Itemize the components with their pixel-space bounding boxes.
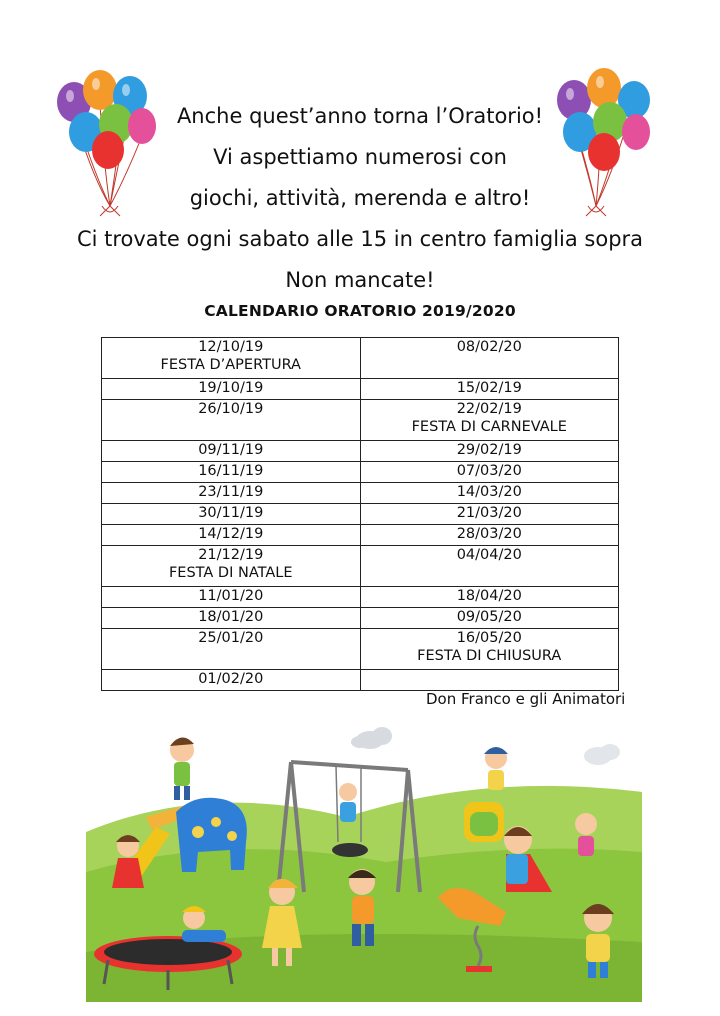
table-cell: [360, 338, 619, 379]
cell-date: 29/02/19: [456, 442, 522, 458]
intro-line-1: Anche quest’anno torna l’Oratorio!: [176, 104, 544, 128]
table-cell: [102, 525, 361, 546]
playground-illustration: [86, 722, 642, 1002]
intro-line-3: giochi, attività, merenda e altro!: [189, 186, 531, 210]
cell-date: 18/01/20: [198, 609, 264, 625]
cell-event-label: FESTA D’APERTURA: [160, 357, 301, 373]
cell-event-label: FESTA DI NATALE: [168, 565, 293, 581]
table-row: [102, 379, 619, 400]
table-cell: [360, 504, 619, 525]
cell-date: 16/11/19: [198, 463, 264, 479]
table-cell: [360, 379, 619, 400]
table-cell: [360, 462, 619, 483]
cell-date: 21/12/19: [198, 547, 264, 563]
table-cell: [360, 546, 619, 587]
signature: Don Franco e gli Animatori: [426, 690, 626, 708]
cloud-icon: [584, 744, 620, 765]
table-cell: [102, 483, 361, 504]
cell-date: 14/12/19: [198, 526, 264, 542]
calendar-table: [101, 337, 619, 691]
table-cell: [360, 587, 619, 608]
cloud-icon: [351, 727, 392, 749]
cell-date: 25/01/20: [198, 630, 264, 646]
table-cell: [102, 629, 361, 670]
table-cell: [360, 525, 619, 546]
cell-date: 11/01/20: [198, 588, 264, 604]
cell-date: 18/04/20: [456, 588, 522, 604]
intro-text: [0, 96, 720, 301]
kid-figure: [170, 737, 194, 800]
table-cell: [102, 587, 361, 608]
cell-date: 23/11/19: [198, 484, 264, 500]
cell-date: 30/11/19: [198, 505, 264, 521]
cell-date: 01/02/20: [198, 671, 264, 687]
table-row: [102, 483, 619, 504]
cell-date: 14/03/20: [456, 484, 522, 500]
intro-line-5: Non mancate!: [285, 268, 435, 292]
table-row: [102, 587, 619, 608]
cell-date: 12/10/19: [198, 339, 264, 355]
cell-date: 26/10/19: [198, 401, 264, 417]
table-row: [102, 629, 619, 670]
tube-slide: [464, 802, 504, 842]
cell-date: 04/04/20: [456, 547, 522, 563]
table-row: [102, 441, 619, 462]
cell-date: 08/02/20: [456, 339, 522, 355]
table-cell: [102, 462, 361, 483]
cell-date: 28/03/20: [456, 526, 522, 542]
cell-event-label: FESTA DI CHIUSURA: [417, 648, 562, 664]
table-row: [102, 504, 619, 525]
cell-date: 09/05/20: [456, 609, 522, 625]
table-cell: [102, 504, 361, 525]
intro-line-4: Ci trovate ogni sabato alle 15 in centro famiglia sopra: [76, 227, 644, 251]
table-cell: [360, 629, 619, 670]
kid-figure: [484, 747, 508, 790]
table-cell: [360, 483, 619, 504]
table-cell: [102, 670, 361, 691]
table-row: [102, 338, 619, 379]
cell-date: 19/10/19: [198, 380, 264, 396]
table-row: [102, 525, 619, 546]
table-cell: [360, 441, 619, 462]
cell-date: 16/05/20: [456, 630, 522, 646]
table-row: [102, 670, 619, 691]
table-cell: [102, 338, 361, 379]
table-cell: [102, 400, 361, 441]
cell-date: 21/03/20: [456, 505, 522, 521]
table-cell: [102, 379, 361, 400]
cell-event-label: FESTA DI CARNEVALE: [411, 419, 567, 435]
table-cell: [360, 608, 619, 629]
cell-date: 07/03/20: [456, 463, 522, 479]
table-cell: [102, 546, 361, 587]
table-row: [102, 400, 619, 441]
table-cell: [360, 670, 619, 691]
cell-date: 15/02/19: [456, 380, 522, 396]
table-cell: [360, 400, 619, 441]
table-row: [102, 546, 619, 587]
cell-date: 22/02/19: [456, 401, 522, 417]
table-row: [102, 462, 619, 483]
calendar-title: CALENDARIO ORATORIO 2019/2020: [204, 302, 516, 320]
table-cell: [102, 608, 361, 629]
table-cell: [102, 441, 361, 462]
table-row: [102, 608, 619, 629]
cell-date: 09/11/19: [198, 442, 264, 458]
intro-line-2: Vi aspettiamo numerosi con: [213, 145, 507, 169]
